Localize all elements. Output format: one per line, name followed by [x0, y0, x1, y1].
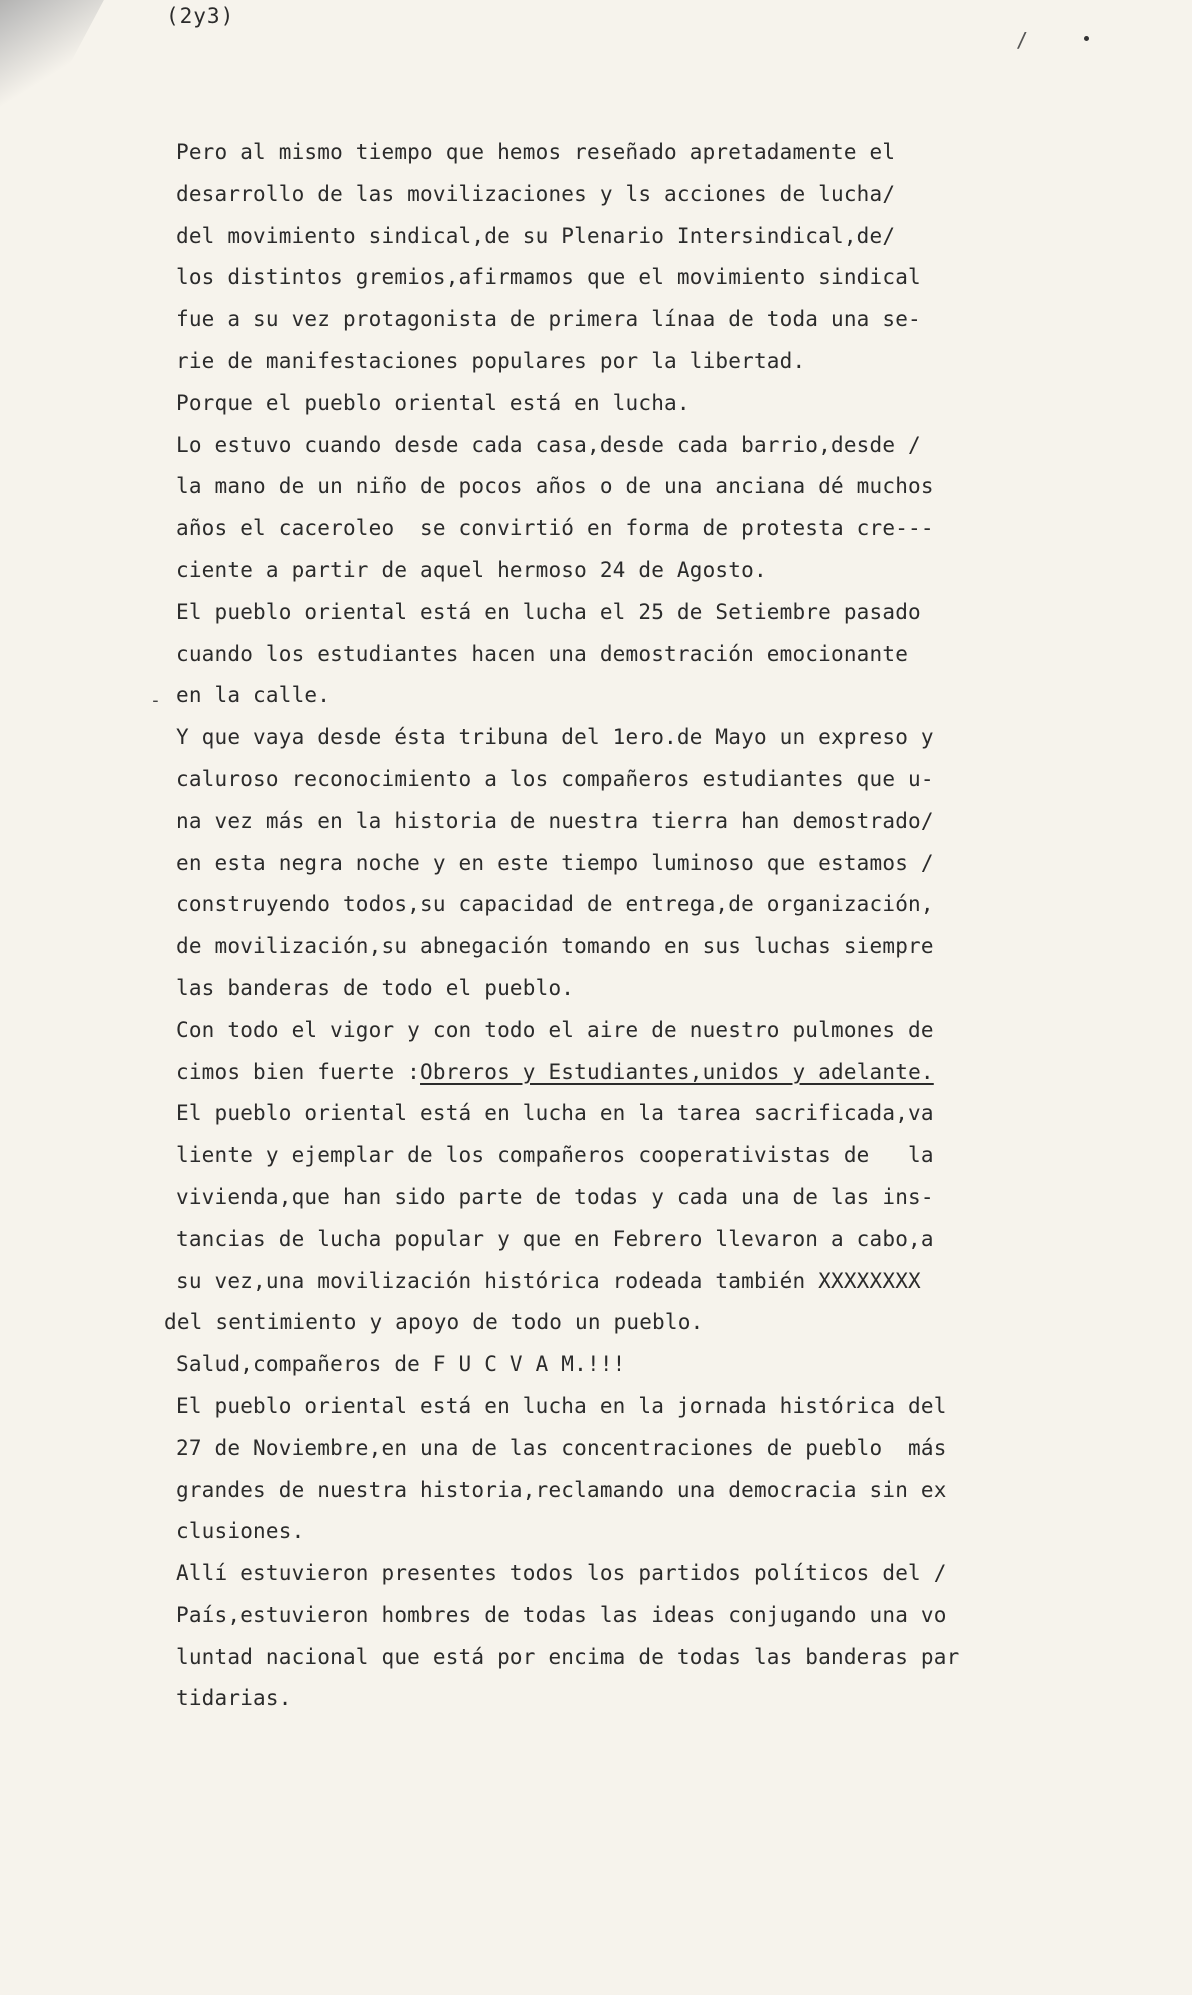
text-line: en esta negra noche y en este tiempo luminoso que estamos / [176, 850, 934, 875]
text-line: liente y ejemplar de los compañeros cooperativistas de la [176, 1143, 934, 1168]
typed-body-text [164, 132, 1056, 1720]
text-line: El pueblo oriental está en lucha el 25 de Setiembre pasado [176, 599, 921, 624]
text-line: las banderas de todo el pueblo. [176, 975, 575, 1000]
text-line: El pueblo oriental está en lucha en la jornada histórica del [176, 1393, 947, 1418]
text-line: tancias de lucha popular y que en Febrero llevaron a cabo,a [176, 1226, 934, 1251]
text-line: Con todo el vigor y con todo el aire de nuestro pulmones de [176, 1017, 934, 1042]
text-line: Allí estuvieron presentes todos los partidos políticos del / [176, 1561, 947, 1586]
text-line: su vez,una movilización histórica rodeada también XXXXXXXX [176, 1268, 921, 1293]
text-line: grandes de nuestra historia,reclamando una democracia sin ex [176, 1477, 947, 1502]
text-line: Y que vaya desde ésta tribuna del 1ero.de Mayo un expreso y [176, 725, 934, 750]
text-line: Lo estuvo cuando desde cada casa,desde cada barrio,desde / [176, 432, 921, 457]
text-line: del sentimiento y apoyo de todo un pueblo. [164, 1310, 704, 1335]
text-line: vivienda,que han sido parte de todas y cada una de las ins- [176, 1184, 934, 1209]
text-line: los distintos gremios,afirmamos que el movimiento sindical [176, 265, 921, 290]
text-line: rie de manifestaciones populares por la libertad. [176, 348, 806, 373]
text-line: ciente a partir de aquel hermoso 24 de Agosto. [176, 557, 767, 582]
text-line: tidarias. [176, 1686, 292, 1711]
text-line: Salud,compañeros de F U C V A M.!!! [176, 1352, 626, 1377]
text-line: na vez más en la historia de nuestra tierra han demostrado/ [176, 808, 934, 833]
text-line: de movilización,su abnegación tomando en sus luchas siempre [176, 934, 934, 959]
text-line: en la calle. [176, 683, 331, 708]
underlined-slogan: Obreros y Estudiantes,unidos y adelante. [420, 1059, 934, 1084]
text-line: años el caceroleo se convirtió en forma de protesta cre--- [176, 516, 934, 541]
text-line: fue a su vez protagonista de primera línaa de toda una se- [176, 307, 921, 332]
margin-pen-mark: - [150, 690, 161, 711]
corner-pen-mark: / [1016, 28, 1029, 52]
text-line-with-slogan [176, 1052, 1056, 1094]
text-line: la mano de un niño de pocos años o de una anciana dé muchos [176, 474, 934, 499]
text-line: Pero al mismo tiempo que hemos reseñado apretadamente el [176, 140, 896, 164]
text-line: 27 de Noviembre,en una de las concentraciones de pueblo más [176, 1435, 947, 1460]
text-line: caluroso reconocimiento a los compañeros estudiantes que u- [176, 766, 934, 791]
page-number: (2y3) [166, 4, 235, 28]
corner-dot-mark [1084, 36, 1089, 41]
text-line: El pueblo oriental está en lucha en la tarea sacrificada,va [176, 1101, 934, 1126]
text-line: cuando los estudiantes hacen una demostración emocionante [176, 641, 909, 666]
text-line: País,estuvieron hombres de todas las ideas conjugando una vo [176, 1602, 947, 1627]
text-line: desarrollo de las movilizaciones y ls acciones de lucha/ [176, 181, 896, 206]
text-line: Porque el pueblo oriental está en lucha. [176, 390, 690, 415]
text-line: cimos bien fuerte : [176, 1059, 421, 1084]
text-line: luntad nacional que está por encima de todas las banderas par [176, 1644, 960, 1669]
text-line: construyendo todos,su capacidad de entrega,de organización, [176, 892, 934, 917]
page-corner-shadow [0, 0, 115, 173]
text-line: del movimiento sindical,de su Plenario Intersindical,de/ [176, 223, 896, 248]
text-line: clusiones. [176, 1519, 305, 1544]
